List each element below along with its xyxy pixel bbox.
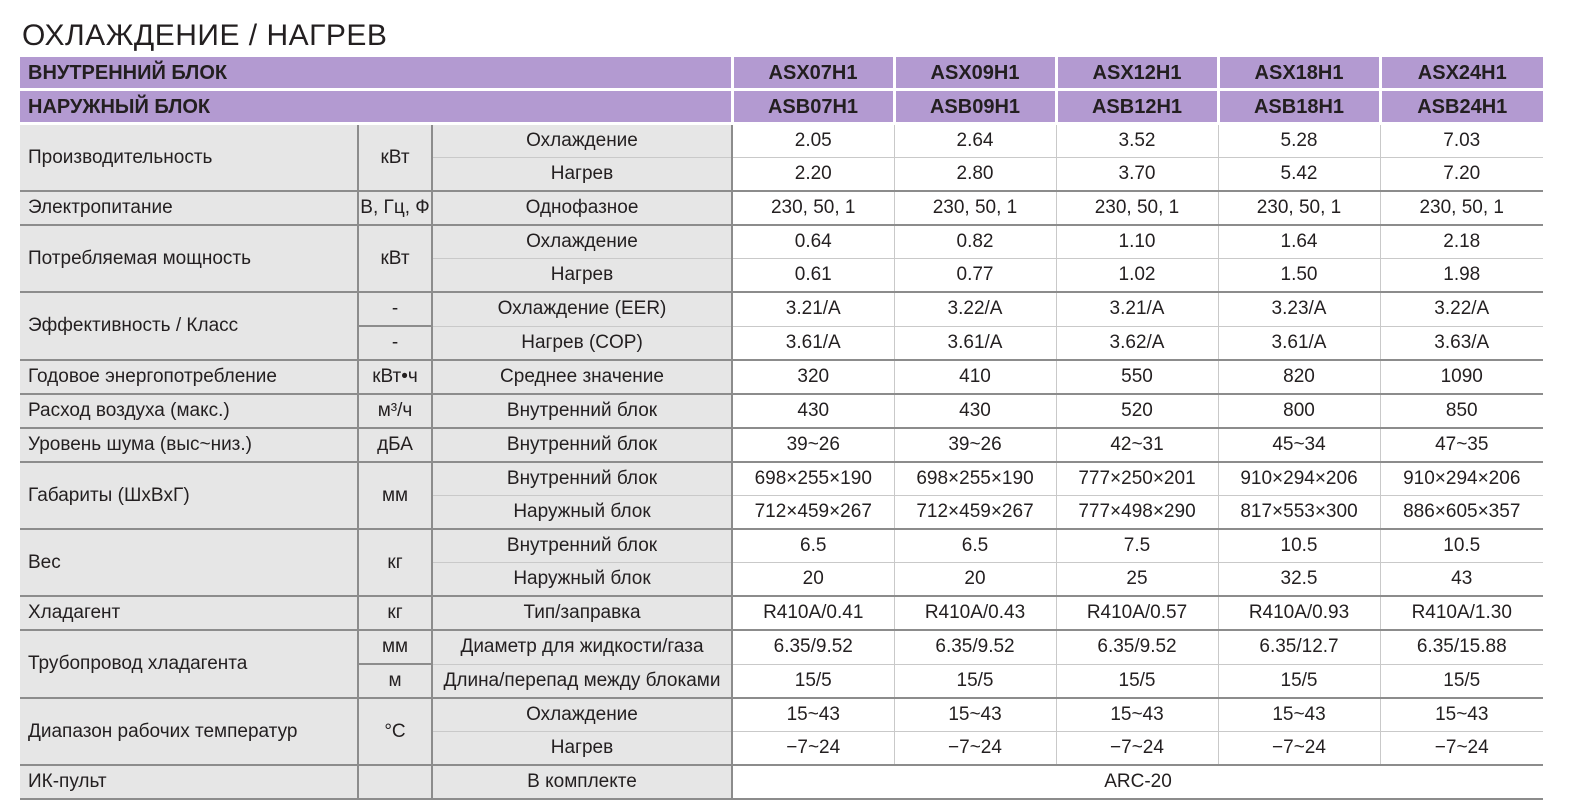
value-cell: 15~43 — [732, 698, 894, 732]
value-cell: 15/5 — [894, 664, 1056, 698]
value-cell: −7~24 — [1056, 732, 1218, 766]
outdoor-model: ASB18H1 — [1218, 90, 1380, 124]
value-cell: 3.23/A — [1218, 292, 1380, 326]
value-cell: 0.61 — [732, 259, 894, 293]
value-cell: 817×553×300 — [1218, 496, 1380, 530]
outdoor-unit-header-row — [20, 90, 1543, 124]
value-cell: R410A/0.41 — [732, 596, 894, 630]
sub-parameter-label: Наружный блок — [432, 563, 732, 597]
value-cell: 6.35/9.52 — [1056, 630, 1218, 664]
spec-row — [20, 765, 1543, 799]
sub-parameter-label: Нагрев — [432, 259, 732, 293]
value-cell: 3.61/A — [1218, 326, 1380, 360]
value-cell: 6.35/9.52 — [894, 630, 1056, 664]
unit-label: кг — [358, 529, 432, 596]
value-cell: 39~26 — [894, 428, 1056, 462]
sub-parameter-label: Среднее значение — [432, 360, 732, 394]
sub-parameter-label: В комплекте — [432, 765, 732, 799]
unit-label: мм — [358, 630, 432, 664]
outdoor-unit-label: НАРУЖНЫЙ БЛОК — [20, 90, 732, 124]
value-cell: 6.35/9.52 — [732, 630, 894, 664]
spec-row — [20, 630, 1543, 664]
parameter-label: ИК-пульт — [20, 765, 358, 799]
sub-parameter-label: Тип/заправка — [432, 596, 732, 630]
value-cell: 6.35/12.7 — [1218, 630, 1380, 664]
unit-label: - — [358, 326, 432, 360]
unit-label: мм — [358, 462, 432, 529]
indoor-model: ASX12H1 — [1056, 57, 1218, 90]
sub-parameter-label: Диаметр для жидкости/газа — [432, 630, 732, 664]
value-cell: 3.62/A — [1056, 326, 1218, 360]
outdoor-model: ASB24H1 — [1380, 90, 1543, 124]
spec-row — [20, 698, 1543, 732]
unit-label: - — [358, 292, 432, 326]
value-cell: −7~24 — [1380, 732, 1543, 766]
unit-label: дБА — [358, 428, 432, 462]
value-cell: 25 — [1056, 563, 1218, 597]
value-cell: 15/5 — [1056, 664, 1218, 698]
value-cell: 39~26 — [732, 428, 894, 462]
value-cell: 777×250×201 — [1056, 462, 1218, 496]
value-cell: 910×294×206 — [1380, 462, 1543, 496]
parameter-label: Электропитание — [20, 191, 358, 225]
sub-parameter-label: Охлаждение — [432, 124, 732, 158]
unit-label — [358, 765, 432, 799]
spec-table — [20, 57, 1543, 800]
value-cell: 698×255×190 — [894, 462, 1056, 496]
sub-parameter-label: Охлаждение — [432, 225, 732, 259]
sub-parameter-label: Охлаждение — [432, 698, 732, 732]
value-cell: 0.64 — [732, 225, 894, 259]
value-cell: 3.22/A — [1380, 292, 1543, 326]
value-cell: 10.5 — [1380, 529, 1543, 563]
value-cell: 320 — [732, 360, 894, 394]
sub-parameter-label: Внутренний блок — [432, 462, 732, 496]
value-cell: 3.61/A — [732, 326, 894, 360]
value-cell: ARC-20 — [732, 765, 1543, 799]
outdoor-model: ASB09H1 — [894, 90, 1056, 124]
value-cell: 3.21/A — [732, 292, 894, 326]
page-title: ОХЛАЖДЕНИЕ / НАГРЕВ — [22, 19, 388, 52]
value-cell: 15/5 — [732, 664, 894, 698]
spec-row — [20, 292, 1543, 326]
value-cell: R410A/0.93 — [1218, 596, 1380, 630]
sub-parameter-label: Нагрев — [432, 732, 732, 766]
value-cell: 800 — [1218, 394, 1380, 428]
value-cell: 777×498×290 — [1056, 496, 1218, 530]
unit-label: °C — [358, 698, 432, 765]
spec-row — [20, 596, 1543, 630]
value-cell: 15~43 — [1218, 698, 1380, 732]
sub-parameter-label: Однофазное — [432, 191, 732, 225]
sub-parameter-label: Нагрев (COP) — [432, 326, 732, 360]
value-cell: 47~35 — [1380, 428, 1543, 462]
indoor-model: ASX07H1 — [732, 57, 894, 90]
indoor-model: ASX24H1 — [1380, 57, 1543, 90]
parameter-label: Хладагент — [20, 596, 358, 630]
value-cell: 1.98 — [1380, 259, 1543, 293]
outdoor-model: ASB12H1 — [1056, 90, 1218, 124]
unit-label: В, Гц, Ф — [358, 191, 432, 225]
spec-row — [20, 225, 1543, 259]
parameter-label: Трубопровод хладагента — [20, 630, 358, 698]
value-cell: 230, 50, 1 — [1218, 191, 1380, 225]
parameter-label: Вес — [20, 529, 358, 596]
value-cell: 1.02 — [1056, 259, 1218, 293]
value-cell: 1090 — [1380, 360, 1543, 394]
spec-row — [20, 462, 1543, 496]
unit-label: кВт — [358, 124, 432, 192]
parameter-label: Габариты (ШxВxГ) — [20, 462, 358, 529]
value-cell: 15~43 — [1056, 698, 1218, 732]
value-cell: 3.52 — [1056, 124, 1218, 158]
sub-parameter-label: Нагрев — [432, 158, 732, 192]
sub-parameter-label: Внутренний блок — [432, 529, 732, 563]
parameter-label: Эффективность / Класс — [20, 292, 358, 360]
parameter-label: Уровень шума (выс~низ.) — [20, 428, 358, 462]
value-cell: 850 — [1380, 394, 1543, 428]
indoor-model: ASX18H1 — [1218, 57, 1380, 90]
sub-parameter-label: Наружный блок — [432, 496, 732, 530]
value-cell: 3.70 — [1056, 158, 1218, 192]
sub-parameter-label: Длина/перепад между блоками — [432, 664, 732, 698]
value-cell: 2.20 — [732, 158, 894, 192]
value-cell: 1.64 — [1218, 225, 1380, 259]
spec-row — [20, 124, 1543, 158]
value-cell: 410 — [894, 360, 1056, 394]
value-cell: 20 — [894, 563, 1056, 597]
spec-row — [20, 428, 1543, 462]
value-cell: 2.64 — [894, 124, 1056, 158]
value-cell: 3.63/A — [1380, 326, 1543, 360]
value-cell: 430 — [894, 394, 1056, 428]
value-cell: 15~43 — [1380, 698, 1543, 732]
value-cell: −7~24 — [732, 732, 894, 766]
value-cell: 0.82 — [894, 225, 1056, 259]
parameter-label: Диапазон рабочих температур — [20, 698, 358, 765]
parameter-label: Производительность — [20, 124, 358, 192]
value-cell: 3.21/A — [1056, 292, 1218, 326]
value-cell: R410A/1.30 — [1380, 596, 1543, 630]
value-cell: 2.18 — [1380, 225, 1543, 259]
value-cell: 698×255×190 — [732, 462, 894, 496]
unit-label: м — [358, 664, 432, 698]
unit-label: кВт•ч — [358, 360, 432, 394]
value-cell: 32.5 — [1218, 563, 1380, 597]
value-cell: 230, 50, 1 — [1380, 191, 1543, 225]
parameter-label: Годовое энергопотребление — [20, 360, 358, 394]
value-cell: 712×459×267 — [894, 496, 1056, 530]
value-cell: R410A/0.57 — [1056, 596, 1218, 630]
value-cell: 1.10 — [1056, 225, 1218, 259]
value-cell: 230, 50, 1 — [732, 191, 894, 225]
value-cell: 15/5 — [1380, 664, 1543, 698]
value-cell: 550 — [1056, 360, 1218, 394]
unit-label: кг — [358, 596, 432, 630]
value-cell: 820 — [1218, 360, 1380, 394]
value-cell: 2.05 — [732, 124, 894, 158]
value-cell: 45~34 — [1218, 428, 1380, 462]
sub-parameter-label: Охлаждение (EER) — [432, 292, 732, 326]
value-cell: R410A/0.43 — [894, 596, 1056, 630]
indoor-model: ASX09H1 — [894, 57, 1056, 90]
value-cell: −7~24 — [894, 732, 1056, 766]
value-cell: 6.35/15.88 — [1380, 630, 1543, 664]
outdoor-model: ASB07H1 — [732, 90, 894, 124]
spec-row — [20, 191, 1543, 225]
value-cell: −7~24 — [1218, 732, 1380, 766]
spec-row — [20, 394, 1543, 428]
value-cell: 3.22/A — [894, 292, 1056, 326]
value-cell: 6.5 — [894, 529, 1056, 563]
value-cell: 15/5 — [1218, 664, 1380, 698]
parameter-label: Потребляемая мощность — [20, 225, 358, 292]
value-cell: 230, 50, 1 — [1056, 191, 1218, 225]
value-cell: 7.03 — [1380, 124, 1543, 158]
value-cell: 3.61/A — [894, 326, 1056, 360]
value-cell: 230, 50, 1 — [894, 191, 1056, 225]
value-cell: 1.50 — [1218, 259, 1380, 293]
indoor-unit-header-row — [20, 57, 1543, 90]
sub-parameter-label: Внутренний блок — [432, 428, 732, 462]
unit-label: м³/ч — [358, 394, 432, 428]
value-cell: 7.20 — [1380, 158, 1543, 192]
value-cell: 5.42 — [1218, 158, 1380, 192]
value-cell: 712×459×267 — [732, 496, 894, 530]
indoor-unit-label: ВНУТРЕННИЙ БЛОК — [20, 57, 732, 90]
sub-parameter-label: Внутренний блок — [432, 394, 732, 428]
spec-row — [20, 529, 1543, 563]
value-cell: 10.5 — [1218, 529, 1380, 563]
value-cell: 2.80 — [894, 158, 1056, 192]
value-cell: 43 — [1380, 563, 1543, 597]
value-cell: 15~43 — [894, 698, 1056, 732]
value-cell: 430 — [732, 394, 894, 428]
parameter-label: Расход воздуха (макс.) — [20, 394, 358, 428]
spec-row — [20, 360, 1543, 394]
unit-label: кВт — [358, 225, 432, 292]
value-cell: 5.28 — [1218, 124, 1380, 158]
value-cell: 20 — [732, 563, 894, 597]
value-cell: 0.77 — [894, 259, 1056, 293]
value-cell: 42~31 — [1056, 428, 1218, 462]
value-cell: 6.5 — [732, 529, 894, 563]
value-cell: 886×605×357 — [1380, 496, 1543, 530]
value-cell: 910×294×206 — [1218, 462, 1380, 496]
value-cell: 520 — [1056, 394, 1218, 428]
value-cell: 7.5 — [1056, 529, 1218, 563]
